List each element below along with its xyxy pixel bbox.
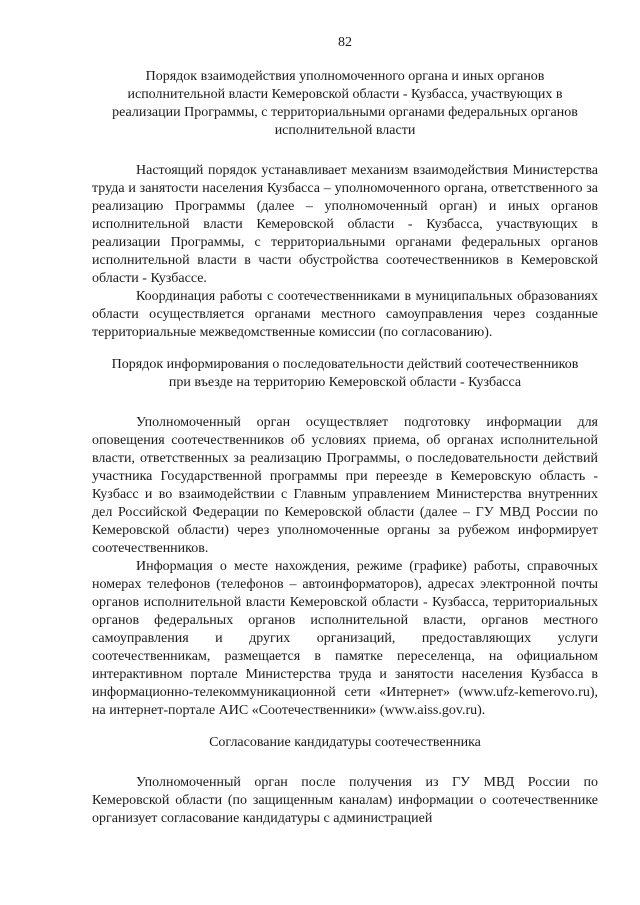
page-number: 82 bbox=[338, 35, 352, 50]
section-interaction-procedure bbox=[92, 68, 598, 342]
section-heading: Согласование кандидатуры соотечественника bbox=[209, 735, 481, 750]
body-paragraph: Уполномоченный орган после получения из ГУ МВД России по Кемеровской области (по защищенным каналам) информации о соотечественнике организует согласование кандидатуры с администрацией bbox=[92, 775, 598, 826]
body-paragraph: Информация о месте нахождения, режиме (графике) работы, справочных номерах телефонов (телефонов – автоинформаторов), адресах электронной почты органов исполнительной власти Кемеровской области - Кузбасса, территориальных органов федеральных органов исполнительной власти, органов местного самоуправления и других организаций, предоставляющих услуги соотечественникам, размещается в памятке переселенца, на официальном интерактивном портале Министерства труда и занятости населения Кузбасса в информационно-телекоммуникационной сети «Интернет» (www.ufz-kemerovo.ru), на интернет-портале АИС «Соотечественники» (www.aiss.gov.ru). bbox=[92, 559, 598, 718]
section-informing-procedure bbox=[92, 356, 598, 720]
section-heading: Порядок информирования о последовательности действий соотечественников при въезде на территорию Кемеровской области - Кузбасса bbox=[111, 357, 579, 390]
body-paragraph: Координация работы с соотечественниками в муниципальных образованиях области осуществляется органами местного самоуправления через созданные территориальные межведомственные комиссии (по согласованию). bbox=[92, 289, 598, 340]
section-candidate-approval bbox=[92, 734, 598, 828]
body-paragraph: Уполномоченный орган осуществляет подготовку информации для оповещения соотечественников об условиях приема, об органах исполнительной власти, ответственных за реализацию Программы, о последовательности действий участника Государственной программы при переезде в Кемеровскую область - Кузбасс и во взаимодействии с Главным управлением Министерства внутренних дел Российской Федерации по Кемеровской области (далее – ГУ МВД России по Кемеровской области) через уполномоченные органы за рубежом информирует соотечественников. bbox=[92, 415, 598, 556]
section-heading: Порядок взаимодействия уполномоченного органа и иных органов исполнительной власти Кемеровской области - Кузбасса, участвующих в реализации Программы, с территориальными органами федеральных органов исполнительной власти bbox=[112, 69, 578, 138]
body-paragraph: Настоящий порядок устанавливает механизм взаимодействия Министерства труда и занятости населения Кузбасса – уполномоченного органа, ответственного за реализацию Программы (далее – уполномоченный орган) и иных органов исполнительной власти Кемеровской области - Кузбасса, участвующих в реализации Программы, с территориальными органами федеральных органов исполнительной власти в части обустройства соотечественников в Кемеровской области - Кузбассе. bbox=[92, 163, 598, 286]
